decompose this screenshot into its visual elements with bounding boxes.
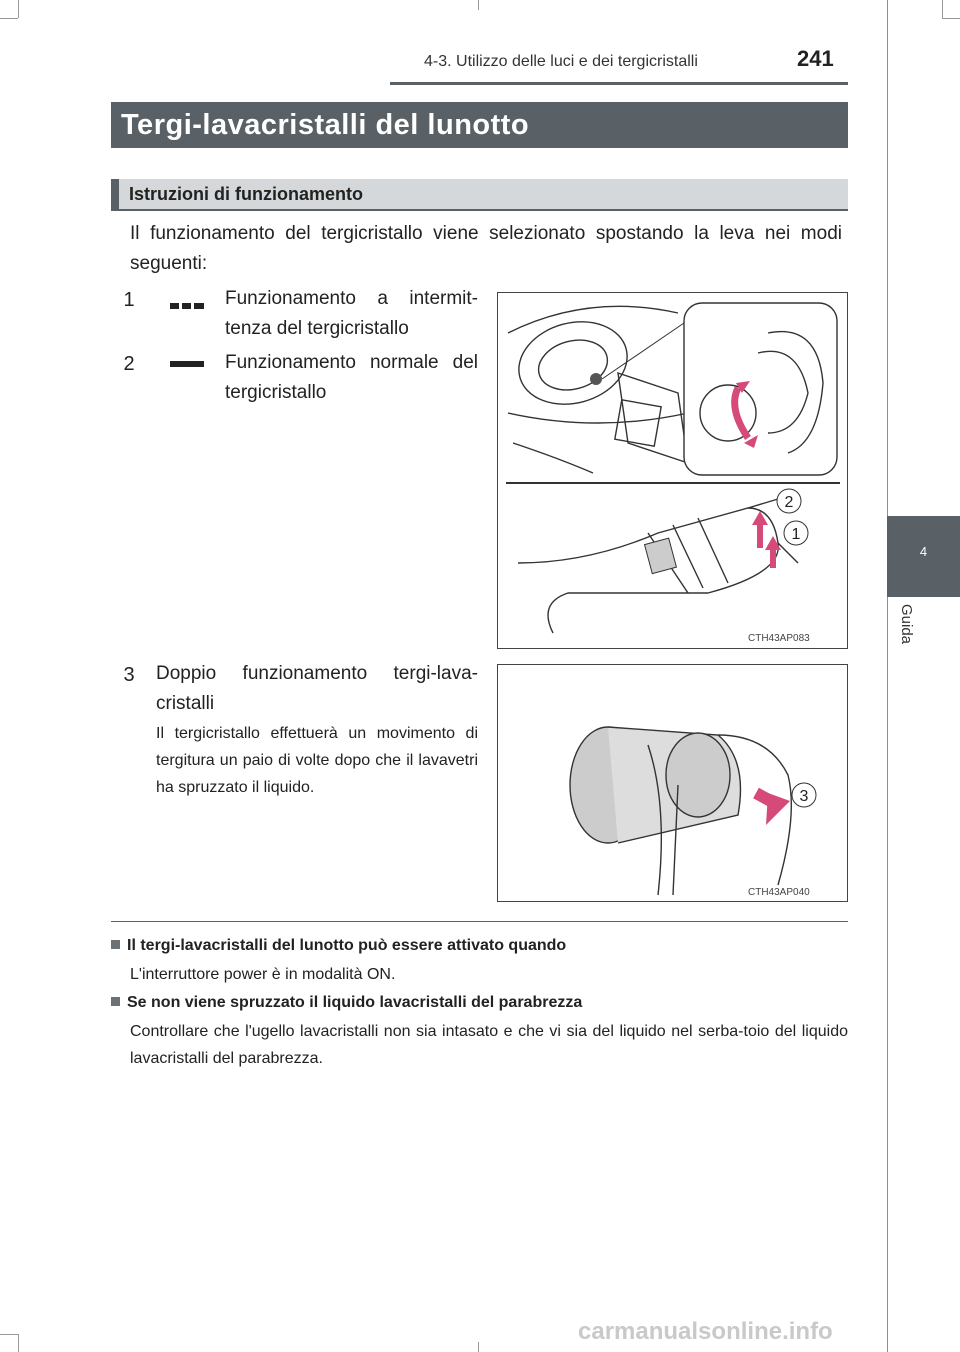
note-heading xyxy=(111,994,848,1012)
number-box-icon xyxy=(114,350,144,376)
crop-mark xyxy=(478,1342,479,1352)
item-number-box xyxy=(114,350,144,376)
section-rule xyxy=(111,921,848,922)
subheading-text: Istruzioni di funzionamento xyxy=(129,184,363,204)
page-number: 241 xyxy=(797,46,834,71)
chapter-number: 4 xyxy=(919,544,928,559)
crop-mark xyxy=(942,18,960,19)
note-heading-text: Se non viene spruzzato il liquido lavacristalli del parabrezza xyxy=(127,994,583,1011)
chapter-label xyxy=(897,604,919,664)
crop-mark xyxy=(478,0,479,10)
item-text: Funzionamento a intermit-tenza del tergicristallo xyxy=(225,288,478,339)
figure-washer-lever xyxy=(497,664,848,902)
item-note: Il tergicristallo effettuerà un movimento di tergitura un paio di volte dopo che il lavavetri ha spruzzato il liquido. xyxy=(156,725,478,796)
callout-1: 1 xyxy=(791,526,801,543)
chapter-label-text: Guida xyxy=(898,604,915,645)
figure-wiper-lever xyxy=(497,292,848,649)
item-number: 1 xyxy=(123,289,135,311)
note-heading-text: Il tergi-lavacristalli del lunotto può essere attivato quando xyxy=(127,937,567,954)
normal-symbol-icon xyxy=(170,361,204,367)
item-number-box xyxy=(114,661,144,687)
crop-mark xyxy=(18,1334,19,1352)
crop-mark xyxy=(942,0,943,18)
note-heading xyxy=(111,937,848,955)
washer-lever-illustration xyxy=(498,665,847,901)
figure-code: CTH43AP040 xyxy=(748,887,810,898)
intermittent-symbol-icon xyxy=(170,296,204,302)
item-number: 2 xyxy=(123,353,135,375)
note-body: L'interruttore power è in modalità ON. xyxy=(130,966,396,983)
page-title: Tergi-lavacristalli del lunotto xyxy=(111,102,848,148)
wiper-lever-illustration xyxy=(498,293,847,648)
chapter-tab xyxy=(887,516,960,597)
figure-code: CTH43AP083 xyxy=(748,633,810,644)
bullet-square-icon xyxy=(111,997,120,1006)
note-body: Controllare che l'ugello lavacristalli non sia intasato e che vi sia del liquido nel serba-toio del liquido lavacristalli del parabrezza. xyxy=(130,1023,848,1067)
section-title: 4-3. Utilizzo delle luci e dei tergicristalli xyxy=(424,53,698,70)
header-rule xyxy=(390,82,848,85)
side-divider-line xyxy=(887,0,888,1352)
crop-mark xyxy=(18,0,19,18)
crop-mark xyxy=(0,18,18,19)
watermark: carmanualsonline.info xyxy=(578,1318,833,1345)
number-box-icon xyxy=(114,661,144,687)
subheading xyxy=(111,179,848,211)
crop-mark xyxy=(0,1334,18,1335)
bullet-square-icon xyxy=(111,940,120,949)
intro-paragraph: Il funzionamento del tergicristallo viene selezionato spostando la leva nei modi seguenti: xyxy=(130,223,842,274)
callout-2: 2 xyxy=(784,494,794,511)
item-number: 3 xyxy=(123,664,135,686)
number-box-icon xyxy=(114,286,144,312)
callout-3: 3 xyxy=(799,788,809,805)
subheading-marker xyxy=(111,179,119,209)
item-text: Doppio funzionamento tergi-lava-cristalli xyxy=(156,663,478,714)
item-number-box xyxy=(114,286,144,312)
item-text: Funzionamento normale del tergicristallo xyxy=(225,352,478,403)
